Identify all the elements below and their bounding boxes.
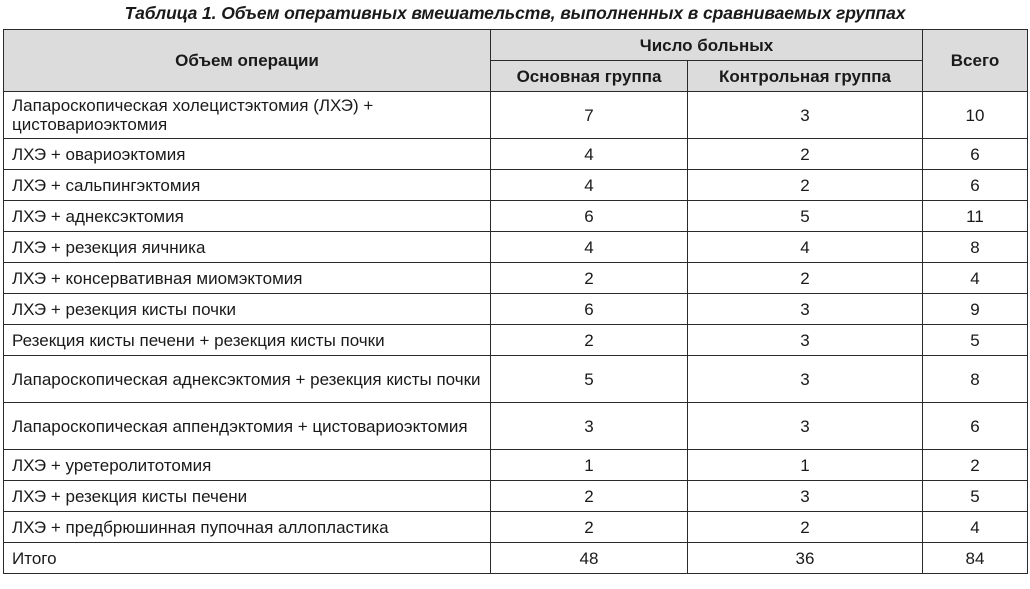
- row-control-value: 3: [688, 481, 923, 512]
- row-total-value: 4: [923, 263, 1028, 294]
- row-main-value: 2: [491, 512, 688, 543]
- table-row: [4, 201, 1028, 232]
- row-main-value: 2: [491, 481, 688, 512]
- header-main-group: Основная группа: [491, 61, 688, 92]
- total-row-label: Итого: [4, 543, 491, 574]
- row-total-value: 9: [923, 294, 1028, 325]
- table-row: [4, 170, 1028, 201]
- table-row: [4, 450, 1028, 481]
- header-patients: Число больных: [491, 30, 923, 61]
- total-row: [4, 543, 1028, 574]
- row-total-value: 10: [923, 92, 1028, 139]
- row-main-value: 2: [491, 263, 688, 294]
- row-total-value: 5: [923, 481, 1028, 512]
- header-row-top: [4, 30, 1028, 61]
- row-total-value: 6: [923, 403, 1028, 450]
- table-row: [4, 356, 1028, 403]
- total-all-value: 84: [923, 543, 1028, 574]
- table-row: [4, 92, 1028, 139]
- row-operation-name: Лапароскопическая аппендэктомия + цистовариоэктомия: [4, 403, 491, 450]
- row-control-value: 3: [688, 294, 923, 325]
- table-header: [4, 30, 1028, 92]
- row-control-value: 2: [688, 139, 923, 170]
- total-control-value: 36: [688, 543, 923, 574]
- row-main-value: 4: [491, 170, 688, 201]
- row-operation-name: ЛХЭ + резекция кисты печени: [4, 481, 491, 512]
- row-main-value: 4: [491, 139, 688, 170]
- row-main-value: 3: [491, 403, 688, 450]
- row-control-value: 3: [688, 325, 923, 356]
- row-control-value: 3: [688, 403, 923, 450]
- table-row: [4, 481, 1028, 512]
- row-total-value: 6: [923, 170, 1028, 201]
- row-main-value: 6: [491, 294, 688, 325]
- total-main-value: 48: [491, 543, 688, 574]
- row-operation-name: ЛХЭ + консервативная миомэктомия: [4, 263, 491, 294]
- row-main-value: 2: [491, 325, 688, 356]
- row-main-value: 7: [491, 92, 688, 139]
- header-operation: Объем операции: [4, 30, 491, 92]
- table-row: [4, 263, 1028, 294]
- row-total-value: 2: [923, 450, 1028, 481]
- row-main-value: 6: [491, 201, 688, 232]
- row-total-value: 8: [923, 356, 1028, 403]
- row-control-value: 3: [688, 92, 923, 139]
- row-total-value: 4: [923, 512, 1028, 543]
- row-control-value: 2: [688, 170, 923, 201]
- row-control-value: 3: [688, 356, 923, 403]
- row-total-value: 11: [923, 201, 1028, 232]
- row-operation-name: ЛХЭ + аднексэктомия: [4, 201, 491, 232]
- table-row: [4, 512, 1028, 543]
- row-control-value: 2: [688, 263, 923, 294]
- row-main-value: 5: [491, 356, 688, 403]
- row-control-value: 5: [688, 201, 923, 232]
- row-operation-name: ЛХЭ + сальпингэктомия: [4, 170, 491, 201]
- table-row: [4, 232, 1028, 263]
- operations-table: [3, 29, 1028, 574]
- row-total-value: 5: [923, 325, 1028, 356]
- row-control-value: 1: [688, 450, 923, 481]
- row-total-value: 6: [923, 139, 1028, 170]
- row-operation-name: ЛХЭ + уретеролитотомия: [4, 450, 491, 481]
- row-control-value: 2: [688, 512, 923, 543]
- row-operation-name: ЛХЭ + резекция яичника: [4, 232, 491, 263]
- row-operation-name: Лапароскопическая холецистэктомия (ЛХЭ) + цистовариоэктомия: [4, 92, 491, 139]
- row-operation-name: ЛХЭ + резекция кисты почки: [4, 294, 491, 325]
- row-main-value: 4: [491, 232, 688, 263]
- table-row: [4, 403, 1028, 450]
- table-row: [4, 294, 1028, 325]
- header-total: Всего: [923, 30, 1028, 92]
- table-body: [4, 92, 1028, 574]
- row-operation-name: Лапароскопическая аднексэктомия + резекция кисты почки: [4, 356, 491, 403]
- row-operation-name: Резекция кисты печени + резекция кисты почки: [4, 325, 491, 356]
- table-caption: Таблица 1. Объем оперативных вмешательств, выполненных в сравниваемых группах: [124, 3, 906, 23]
- row-control-value: 4: [688, 232, 923, 263]
- row-operation-name: ЛХЭ + предбрюшинная пупочная аллопластика: [4, 512, 491, 543]
- table-row: [4, 139, 1028, 170]
- header-control-group: Контрольная группа: [688, 61, 923, 92]
- table-row: [4, 325, 1028, 356]
- row-total-value: 8: [923, 232, 1028, 263]
- row-operation-name: ЛХЭ + овариоэктомия: [4, 139, 491, 170]
- row-main-value: 1: [491, 450, 688, 481]
